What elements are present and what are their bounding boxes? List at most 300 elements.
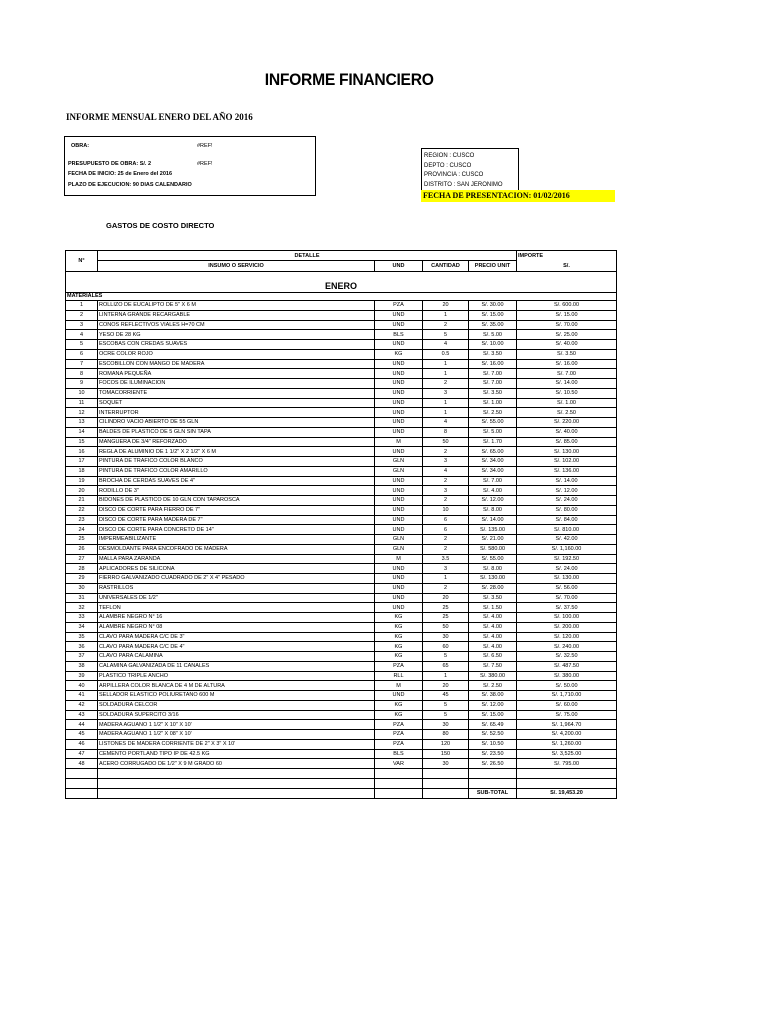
table-row <box>66 739 617 749</box>
row-unit-price: S/. 10.00 <box>469 340 517 350</box>
row-total: S/. 24.00 <box>517 564 617 574</box>
row-unit-price: S/. 38.00 <box>469 691 517 701</box>
table-row <box>66 603 617 613</box>
row-unit: PZA <box>375 730 423 740</box>
row-unit: PZA <box>375 720 423 730</box>
row-total: S/. 50.00 <box>517 681 617 691</box>
row-description: CLAVO PARA MADERA C/C DE 4" <box>98 642 375 652</box>
table-row <box>66 710 617 720</box>
report-subtitle: INFORME MENSUAL ENERO DEL AÑO 2016 <box>66 112 253 122</box>
row-description: FIERRO GALVANIZADO CUADRADO DE 2" X 4" PESADO <box>98 574 375 584</box>
table-row <box>66 632 617 642</box>
row-unit-price: S/. 12.00 <box>469 496 517 506</box>
row-quantity: 25 <box>423 603 469 613</box>
row-number: 34 <box>66 622 98 632</box>
row-unit: KG <box>375 349 423 359</box>
row-total: S/. 240.00 <box>517 642 617 652</box>
row-number: 7 <box>66 359 98 369</box>
subtotal-value: S/. 19,453.20 <box>517 788 617 798</box>
row-quantity: 20 <box>423 681 469 691</box>
row-total: S/. 2.50 <box>517 408 617 418</box>
row-total: S/. 1,710.00 <box>517 691 617 701</box>
table-row <box>66 749 617 759</box>
provincia-text: PROVINCIA : CUSCO <box>424 172 484 178</box>
row-number: 31 <box>66 593 98 603</box>
table-row <box>66 447 617 457</box>
row-description: CLAVO PARA MADERA C/C DE 3" <box>98 632 375 642</box>
row-unit-price: S/. 16.00 <box>469 359 517 369</box>
row-unit: UND <box>375 379 423 389</box>
row-unit-price: S/. 35.00 <box>469 320 517 330</box>
row-number: 9 <box>66 379 98 389</box>
table-row <box>66 661 617 671</box>
row-quantity: 2 <box>423 583 469 593</box>
header-n: N° <box>66 251 98 272</box>
row-total: S/. 4,200.00 <box>517 730 617 740</box>
row-number: 16 <box>66 447 98 457</box>
row-total: S/. 130.00 <box>517 574 617 584</box>
cost-table-body <box>66 251 617 799</box>
row-unit: GLN <box>375 466 423 476</box>
row-quantity: 2 <box>423 379 469 389</box>
row-number: 18 <box>66 466 98 476</box>
row-unit: GLN <box>375 457 423 467</box>
row-number: 13 <box>66 418 98 428</box>
table-row <box>66 408 617 418</box>
row-quantity: 3 <box>423 486 469 496</box>
row-number: 19 <box>66 476 98 486</box>
header-row-top <box>66 251 617 261</box>
row-total: S/. 12.00 <box>517 486 617 496</box>
row-unit-price: S/. 4.00 <box>469 642 517 652</box>
row-total: S/. 25.00 <box>517 330 617 340</box>
row-quantity: 20 <box>423 301 469 311</box>
table-row <box>66 583 617 593</box>
row-description: ALAMBRE NEGRO N° 08 <box>98 622 375 632</box>
row-unit: UND <box>375 603 423 613</box>
row-description: INTERRUPTOR <box>98 408 375 418</box>
row-unit: UND <box>375 515 423 525</box>
row-number: 30 <box>66 583 98 593</box>
row-number: 25 <box>66 535 98 545</box>
row-description: LINTERNA GRANDE RECARGABLE <box>98 310 375 320</box>
row-description: PINTURA DE TRAFICO COLOR BLANCO <box>98 457 375 467</box>
row-quantity: 25 <box>423 613 469 623</box>
table-row <box>66 554 617 564</box>
row-description: CALAMINA GALVANIZADA DE 11 CANALES <box>98 661 375 671</box>
row-description: SELLADOR ELASTICO POLIURETANO 600 M <box>98 691 375 701</box>
row-total: S/. 3.50 <box>517 349 617 359</box>
table-row <box>66 486 617 496</box>
row-number: 41 <box>66 691 98 701</box>
row-number: 21 <box>66 496 98 506</box>
row-unit-price: S/. 380.00 <box>469 671 517 681</box>
row-unit: VAR <box>375 759 423 769</box>
location-info-box <box>421 148 519 192</box>
row-number: 46 <box>66 739 98 749</box>
row-total: S/. 600.00 <box>517 301 617 311</box>
plazo-ejecucion: PLAZO DE EJECUCION: 90 DIAS CALENDARIO <box>68 182 192 188</box>
row-unit: BLS <box>375 749 423 759</box>
row-quantity: 45 <box>423 691 469 701</box>
row-unit: UND <box>375 496 423 506</box>
row-quantity: 3 <box>423 457 469 467</box>
header-importe: IMPORTE <box>517 251 617 261</box>
row-description: MADERA AGUANO 1 1/2" X 08" X 10' <box>98 730 375 740</box>
subtotal-row <box>66 788 617 798</box>
row-unit: UND <box>375 418 423 428</box>
table-row <box>66 457 617 467</box>
row-unit: UND <box>375 447 423 457</box>
row-description: BALDES DE PLASTICO DE 5 GLN SIN TAPA <box>98 427 375 437</box>
row-number: 47 <box>66 749 98 759</box>
row-unit: UND <box>375 398 423 408</box>
row-total: S/. 40.00 <box>517 340 617 350</box>
row-unit: UND <box>375 369 423 379</box>
obra-value: #REF! <box>197 143 213 149</box>
row-unit: UND <box>375 593 423 603</box>
section-title: GASTOS DE COSTO DIRECTO <box>106 221 215 230</box>
obra-label: OBRA: <box>71 143 90 149</box>
row-unit: UND <box>375 359 423 369</box>
table-row <box>66 320 617 330</box>
row-description: DISCO DE CORTE PARA FIERRO DE 7" <box>98 505 375 515</box>
row-number: 43 <box>66 710 98 720</box>
table-row <box>66 476 617 486</box>
row-unit-price: S/. 21.00 <box>469 535 517 545</box>
table-row <box>66 418 617 428</box>
presupuesto-label: PRESUPUESTO DE OBRA: S/. 2 <box>68 161 152 167</box>
row-total: S/. 100.00 <box>517 613 617 623</box>
row-number: 1 <box>66 301 98 311</box>
row-quantity: 120 <box>423 739 469 749</box>
row-quantity: 50 <box>423 437 469 447</box>
row-unit: UND <box>375 486 423 496</box>
row-total: S/. 60.00 <box>517 700 617 710</box>
month-label: ENERO <box>66 280 617 293</box>
row-total: S/. 1,260.00 <box>517 739 617 749</box>
table-row <box>66 642 617 652</box>
row-unit: PZA <box>375 739 423 749</box>
row-quantity: 5 <box>423 700 469 710</box>
row-description: CONOS REFLECTIVOS VIALES H=70 CM <box>98 320 375 330</box>
row-unit-price: S/. 4.00 <box>469 486 517 496</box>
row-unit: UND <box>375 525 423 535</box>
row-quantity: 6 <box>423 525 469 535</box>
project-info-box <box>64 136 316 196</box>
row-number: 29 <box>66 574 98 584</box>
row-unit: UND <box>375 340 423 350</box>
row-number: 37 <box>66 652 98 662</box>
row-total: S/. 14.00 <box>517 476 617 486</box>
row-description: UNIVERSALES DE 1/2" <box>98 593 375 603</box>
row-total: S/. 24.00 <box>517 496 617 506</box>
table-row <box>66 671 617 681</box>
row-unit-price: S/. 7.50 <box>469 661 517 671</box>
month-row <box>66 280 617 293</box>
row-unit-price: S/. 8.00 <box>469 505 517 515</box>
row-unit: BLS <box>375 330 423 340</box>
table-row <box>66 388 617 398</box>
row-description: APLICADORES DE SILICONA <box>98 564 375 574</box>
row-description: SOLDADURA CELCOR <box>98 700 375 710</box>
row-unit-price: S/. 7.00 <box>469 369 517 379</box>
row-total: S/. 380.00 <box>517 671 617 681</box>
row-number: 11 <box>66 398 98 408</box>
row-total: S/. 130.00 <box>517 447 617 457</box>
row-description: ROMANA PEQUEÑA <box>98 369 375 379</box>
row-quantity: 5 <box>423 330 469 340</box>
row-quantity: 2 <box>423 476 469 486</box>
row-number: 10 <box>66 388 98 398</box>
row-quantity: 50 <box>423 622 469 632</box>
row-unit-price: S/. 28.00 <box>469 583 517 593</box>
cost-table <box>65 250 617 799</box>
row-number: 5 <box>66 340 98 350</box>
row-quantity: 30 <box>423 632 469 642</box>
row-total: S/. 85.00 <box>517 437 617 447</box>
row-unit-price: S/. 7.00 <box>469 379 517 389</box>
header-soles: S/. <box>517 261 617 272</box>
row-description: PINTURA DE TRAFICO COLOR AMARILLO <box>98 466 375 476</box>
row-unit: UND <box>375 476 423 486</box>
row-unit: UND <box>375 505 423 515</box>
region-text: REGION : CUSCO <box>424 153 475 159</box>
row-description: DISCO DE CORTE PARA CONCRETO DE 14" <box>98 525 375 535</box>
table-row <box>66 574 617 584</box>
row-description: OCRE COLOR ROJO <box>98 349 375 359</box>
row-total: S/. 84.00 <box>517 515 617 525</box>
row-total: S/. 795.00 <box>517 759 617 769</box>
table-row <box>66 652 617 662</box>
row-quantity: 1 <box>423 408 469 418</box>
row-unit: KG <box>375 700 423 710</box>
row-total: S/. 32.50 <box>517 652 617 662</box>
row-total: S/. 7.00 <box>517 369 617 379</box>
row-quantity: 2 <box>423 544 469 554</box>
row-quantity: 20 <box>423 593 469 603</box>
row-unit-price: S/. 12.00 <box>469 700 517 710</box>
row-quantity: 3 <box>423 388 469 398</box>
row-number: 14 <box>66 427 98 437</box>
row-quantity: 80 <box>423 730 469 740</box>
row-number: 44 <box>66 720 98 730</box>
row-description: SOQUET <box>98 398 375 408</box>
row-unit: M <box>375 437 423 447</box>
row-description: TEFLON <box>98 603 375 613</box>
row-total: S/. 70.00 <box>517 320 617 330</box>
row-quantity: 30 <box>423 759 469 769</box>
row-unit: GLN <box>375 544 423 554</box>
row-number: 33 <box>66 613 98 623</box>
table-row <box>66 437 617 447</box>
row-quantity: 2 <box>423 496 469 506</box>
row-number: 28 <box>66 564 98 574</box>
row-number: 26 <box>66 544 98 554</box>
row-unit: UND <box>375 583 423 593</box>
table-row <box>66 349 617 359</box>
row-description: ACERO CORRUGADO DE 1/2" X 9 M GRADO 60 <box>98 759 375 769</box>
row-number: 23 <box>66 515 98 525</box>
row-unit: KG <box>375 710 423 720</box>
row-description: DESMOLDANTE PARA ENCOFRADO DE MADERA <box>98 544 375 554</box>
row-quantity: 150 <box>423 749 469 759</box>
fecha-presentacion: FECHA DE PRESENTACION: 01/02/2016 <box>421 190 615 202</box>
row-quantity: 3.5 <box>423 554 469 564</box>
table-row <box>66 496 617 506</box>
table-row <box>66 427 617 437</box>
row-unit-price: S/. 65.00 <box>469 447 517 457</box>
row-quantity: 2 <box>423 447 469 457</box>
row-unit-price: S/. 55.00 <box>469 554 517 564</box>
header-und: UND <box>375 261 423 272</box>
row-unit: UND <box>375 320 423 330</box>
row-unit: KG <box>375 632 423 642</box>
row-unit-price: S/. 15.00 <box>469 710 517 720</box>
row-description: RODILLO DE 3" <box>98 486 375 496</box>
row-quantity: 65 <box>423 661 469 671</box>
row-description: MANGUERA DE 3/4" REFORZADO <box>98 437 375 447</box>
row-total: S/. 42.00 <box>517 535 617 545</box>
row-total: S/. 136.00 <box>517 466 617 476</box>
row-total: S/. 75.00 <box>517 710 617 720</box>
row-quantity: 30 <box>423 720 469 730</box>
row-quantity: 1 <box>423 359 469 369</box>
row-unit-price: S/. 52.50 <box>469 730 517 740</box>
row-unit-price: S/. 34.00 <box>469 457 517 467</box>
row-number: 35 <box>66 632 98 642</box>
row-unit-price: S/. 15.00 <box>469 310 517 320</box>
row-unit-price: S/. 65.49 <box>469 720 517 730</box>
table-row <box>66 700 617 710</box>
header-row-bottom <box>66 261 617 272</box>
row-unit: PZA <box>375 301 423 311</box>
row-unit-price: S/. 130.00 <box>469 574 517 584</box>
row-total: S/. 3,525.00 <box>517 749 617 759</box>
row-total: S/. 37.50 <box>517 603 617 613</box>
row-description: ALAMBRE NEGRO N° 16 <box>98 613 375 623</box>
row-unit: UND <box>375 408 423 418</box>
row-unit: UND <box>375 310 423 320</box>
row-quantity: 4 <box>423 340 469 350</box>
row-number: 22 <box>66 505 98 515</box>
table-row <box>66 340 617 350</box>
row-total: S/. 120.00 <box>517 632 617 642</box>
header-cantidad: CANTIDAD <box>423 261 469 272</box>
table-row <box>66 730 617 740</box>
table-row <box>66 310 617 320</box>
subtotal-label: SUB-TOTAL <box>469 788 517 798</box>
row-unit-price: S/. 14.00 <box>469 515 517 525</box>
row-total: S/. 1,160.00 <box>517 544 617 554</box>
row-unit-price: S/. 23.50 <box>469 749 517 759</box>
table-row <box>66 720 617 730</box>
row-unit: M <box>375 554 423 564</box>
row-unit-price: S/. 8.00 <box>469 564 517 574</box>
row-quantity: 5 <box>423 710 469 720</box>
row-unit-price: S/. 2.50 <box>469 408 517 418</box>
row-total: S/. 102.00 <box>517 457 617 467</box>
row-description: MADERA AGUANO 1 1/2" X 10" X 10' <box>98 720 375 730</box>
row-unit-price: S/. 55.00 <box>469 418 517 428</box>
row-number: 38 <box>66 661 98 671</box>
row-unit: KG <box>375 652 423 662</box>
row-total: S/. 40.00 <box>517 427 617 437</box>
row-number: 3 <box>66 320 98 330</box>
row-description: SOLDADURA SUPERCITO 3/16 <box>98 710 375 720</box>
row-quantity: 60 <box>423 642 469 652</box>
row-unit: UND <box>375 691 423 701</box>
row-unit: GLN <box>375 535 423 545</box>
row-unit: KG <box>375 642 423 652</box>
row-number: 8 <box>66 369 98 379</box>
row-description: ESCOBILLON CON MANGO DE MADERA <box>98 359 375 369</box>
row-unit-price: S/. 26.50 <box>469 759 517 769</box>
row-number: 20 <box>66 486 98 496</box>
table-row <box>66 622 617 632</box>
row-total: S/. 1.00 <box>517 398 617 408</box>
row-number: 36 <box>66 642 98 652</box>
row-quantity: 1 <box>423 671 469 681</box>
header-detalle: DETALLE <box>98 251 517 261</box>
table-row <box>66 466 617 476</box>
header-precio: PRECIO UNIT <box>469 261 517 272</box>
row-description: BROCHA DE CERDAS SUAVES DE 4" <box>98 476 375 486</box>
row-total: S/. 1,964.70 <box>517 720 617 730</box>
presupuesto-value: #REF! <box>197 161 213 167</box>
row-unit-price: S/. 6.50 <box>469 652 517 662</box>
row-quantity: 4 <box>423 466 469 476</box>
row-total: S/. 70.00 <box>517 593 617 603</box>
row-total: S/. 810.00 <box>517 525 617 535</box>
row-quantity: 10 <box>423 505 469 515</box>
table-row <box>66 505 617 515</box>
row-quantity: 3 <box>423 564 469 574</box>
category-label: MATERIALES <box>66 293 617 301</box>
row-description: ARPILLERA COLOR BLANCA DE 4 M DE ALTURA <box>98 681 375 691</box>
table-row <box>66 330 617 340</box>
table-row <box>66 525 617 535</box>
row-unit-price: S/. 7.00 <box>469 476 517 486</box>
row-total: S/. 220.00 <box>517 418 617 428</box>
row-quantity: 2 <box>423 320 469 330</box>
table-row <box>66 544 617 554</box>
row-quantity: 6 <box>423 515 469 525</box>
row-quantity: 1 <box>423 369 469 379</box>
table-row <box>66 359 617 369</box>
table-row <box>66 691 617 701</box>
row-unit-price: S/. 10.50 <box>469 739 517 749</box>
row-description: TOMACORRIENTE <box>98 388 375 398</box>
row-number: 32 <box>66 603 98 613</box>
table-row <box>66 379 617 389</box>
table-row <box>66 759 617 769</box>
row-quantity: 1 <box>423 574 469 584</box>
category-row <box>66 293 617 301</box>
table-row <box>66 369 617 379</box>
row-number: 2 <box>66 310 98 320</box>
blank-row <box>66 272 617 281</box>
row-number: 6 <box>66 349 98 359</box>
row-number: 4 <box>66 330 98 340</box>
row-unit-price: S/. 4.00 <box>469 622 517 632</box>
row-unit-price: S/. 580.00 <box>469 544 517 554</box>
row-total: S/. 200.00 <box>517 622 617 632</box>
table-row <box>66 564 617 574</box>
row-description: LISTONES DE MADERA CORRIENTE DE 2" X 3" X 10' <box>98 739 375 749</box>
row-unit-price: S/. 2.50 <box>469 681 517 691</box>
table-row <box>66 301 617 311</box>
